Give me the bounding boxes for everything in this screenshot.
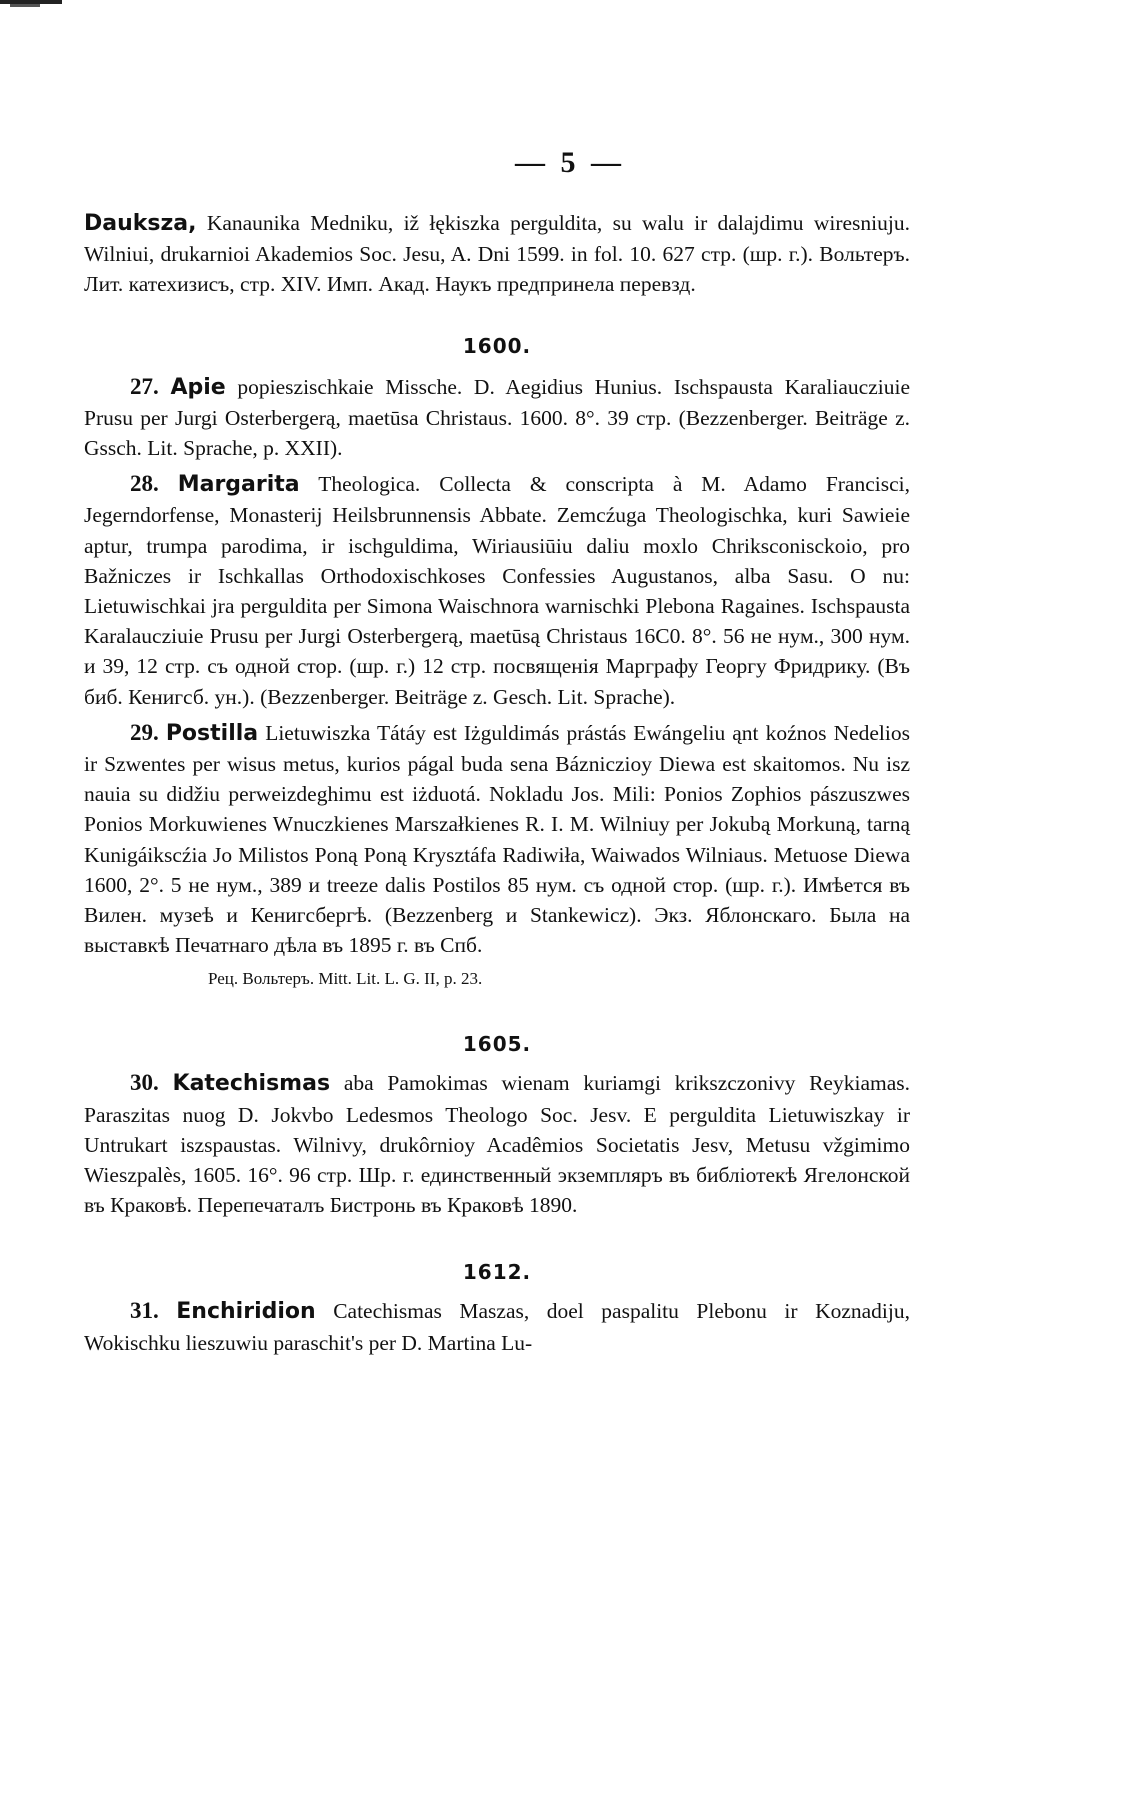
entry-text: Kanaunika Medniku, iž łękiszka perguldita, su walu ir dalajdimu wiresniuju. Wilniui, drukarnioi Akademios Soc. Jesu, A. Dni 1599. in fol. 10. 627 стр. (шр. г.). Вольтеръ. Лит. катехизисъ, стр. XIV. Имп. Акад. Наукъ предпринела перевзд.: [84, 211, 910, 297]
entry-text: Catechismas Maszas, doel paspalitu Plebonu ir Koznadiju, Wokischku lieszuwiu paraschit's per D. Martina Lu-: [84, 1299, 911, 1355]
entry-number: 30.: [130, 1070, 159, 1096]
scan-artifact: [0, 0, 70, 10]
entry-keyword: Enchiridion: [176, 1299, 316, 1325]
entry-keyword: Postilla: [165, 720, 259, 746]
year-heading-1612: 1612.: [462, 1260, 532, 1285]
entry-keyword: Margarita: [177, 472, 300, 498]
entry-29: [84, 718, 910, 961]
entry-dauksza: [84, 208, 910, 300]
entry-text: aba Pamokimas wienam kuriamgi krikszczonivy Reykiamas. Paraszitas nuog D. Jokvbo Ledesmos Theologo Soc. Jesv. E perguldita Lietuwiszkay ir Untrukart iszspaustas. Wilnivy, drukôrnioy Acadêmios Societatis Jesv, Metusu vžgimimo Wieszpalès, 1605. 16°. 96 стр. Шр. г. единственный экземпляръ въ библіотекѣ Ягелонской въ Краковѣ. Перепечаталъ Бистронь въ Краковѣ 1890.: [84, 1071, 910, 1218]
entry-number: 28.: [130, 471, 159, 497]
entry-29-review: Рец. Вольтеръ. Mitt. Lit. L. G. II, p. 23.: [208, 969, 483, 989]
entry-28: [84, 469, 910, 712]
entry-keyword: Dauksza,: [84, 211, 197, 236]
entry-number: 29.: [130, 719, 159, 745]
year-heading-1600: 1600.: [462, 333, 532, 358]
entry-keyword: Katechismas: [172, 1071, 331, 1097]
entry-text: Theologica. Collecta & conscripta à M. Adamo Francisci, Jegerndorfense, Monasterij Heilsbrunnensis Abbate. Zemcźuga Theologischka, kuri Sawieie aptur, trumpa parodima, ir ischguldima, Wiriausiūiu daliu moxlo Chriksconisckoio, pro Bažniczes ir Ischkallas Orthodoxischkoses Confessies Augustanos, alba Sasu. O nu: Lietuwischkai jra perguldita per Simona Waischnora warnischki Plebona Ragaines. Ischspausta Karalaucziuie Prusu per Jurgi Osterbergerą, maetūsą Christaus 16C0. 8°. 56 не нум., 300 нум. и 39, 12 стр. съ одной стор. (шр. г.) 12 стр. посвященія Марграфу Георгу Фридрику. (Въ биб. Кенигсб. ун.). (Bezzenberger. Beiträge z. Gesch. Lit. Sprache).: [84, 472, 910, 709]
entry-number: 31.: [130, 1298, 159, 1324]
page-number: — 5 —: [515, 146, 625, 179]
bibliography-body: [84, 208, 910, 1358]
entry-number: 27.: [130, 373, 159, 399]
entry-keyword: Apie: [170, 374, 226, 400]
entry-text: Lietuwiszka Tátáy est Iżguldimás prástás Ewángeliu ąnt koźnos Nedelios ir Szwentes per wisus metus, kurios págal buda sena Bázniczioy Diewa est skaitomos. Nu isz nauia su didžiu perweizdeghimu est iżduotá. Nokladu Jos. Mili: Ponios Zophios pászuszwes Ponios Morkuwienes Wnuczkienes Marszałkienes R. I. M. Wilniuy per Jokubą Morkuną, tarną Kunigáikscźia Jo Milistos Poną Poną Krysztáfa Radiwiła, Waiwados Wilniaus. Metuose Diewa 1600, 2°. 5 не нум., 389 и treeze dalis Postilos 85 нум. съ одной стор. (шр. г.). Имѣется въ Вилен. музеѣ и Кенигсбергѣ. (Bezzenberg и Stankewicz). Экз. Яблонскаго. Была на выставкѣ Печатнаго дѣла въ 1895 г. въ Спб.: [84, 720, 910, 958]
year-heading-1605: 1605.: [462, 1032, 532, 1057]
entry-30: [84, 1068, 910, 1220]
entry-text: popieszischkaie Missche. D. Aegidius Hunius. Ischspausta Karaliaucziuie Prusu per Jurgi Osterbergerą, maetūsa Christaus. 1600. 8°. 39 стр. (Bezzenberger. Beiträge z. Gssch. Lit. Sprache, p. XXII).: [84, 374, 910, 461]
entry-27: [84, 372, 910, 464]
entry-31: [84, 1296, 910, 1357]
